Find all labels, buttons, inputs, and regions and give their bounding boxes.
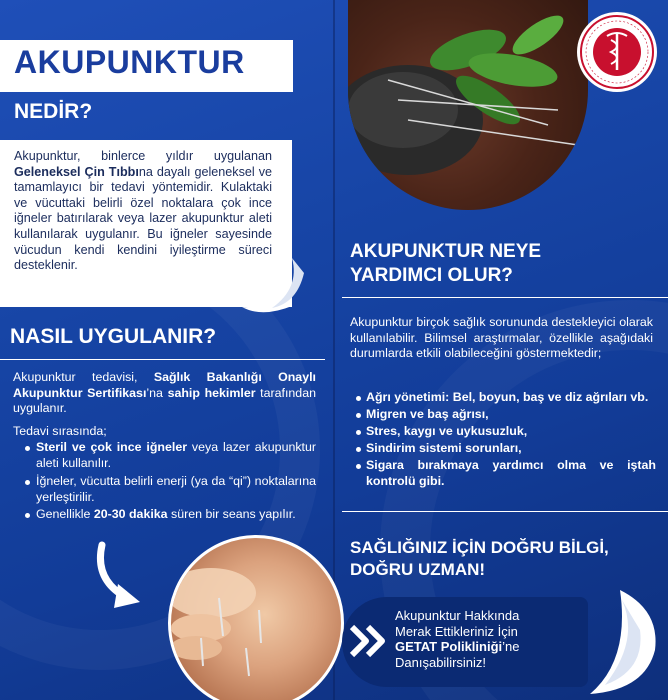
bullet-dot xyxy=(356,464,361,469)
page-curl-decoration xyxy=(560,590,660,695)
how-bullet-2: İğneler, vücutta belirli enerji (ya da “qi”) noktalarına yerleştirilir. xyxy=(36,474,316,504)
bullet-dot xyxy=(356,447,361,452)
help-item-2: Migren ve baş ağrısı, xyxy=(366,407,489,421)
intro-paragraph: Akupunktur, binlerce yıldır uygulanan Geleneksel Çin Tıbbına dayalı geleneksel ve tamamlayıcı bir tedavi yöntemidir. Kulaktaki ve vücuttaki belirli özel noktalara çok ince iğneler batırılarak veya lazer akupunktur aleti kullanılarak uygulanır. Bu iğneler sayesinde vücudun kendi kendini iyileştirme süreci desteklenir. xyxy=(14,149,272,273)
bullet-dot xyxy=(356,413,361,418)
subtitle-nedir: NEDİR? xyxy=(14,100,93,123)
heading-underline xyxy=(342,297,668,298)
bullet-dot xyxy=(25,446,30,451)
bullet-dot xyxy=(25,480,30,485)
how-paragraph: Akupunktur tedavisi, Sağlık Bakanlığı Onaylı Akupunktur Sertifikası’na sahip hekimler tarafından uygulanır. xyxy=(13,370,316,415)
help-item-4: Sindirim sistemi sorunları, xyxy=(366,441,522,455)
how-heading: NASIL UYGULANIR? xyxy=(10,325,217,348)
heading-underline xyxy=(0,359,325,360)
intro-bold-term: Geleneksel Çin Tıbbı xyxy=(14,164,139,179)
hospital-logo xyxy=(577,12,657,92)
cta-bold-term: GETAT Polikliniği xyxy=(395,639,503,654)
how-bullet-1: Steril ve çok ince iğneler veya lazer akupunktur aleti kullanılır. xyxy=(36,440,317,470)
slogan: SAĞLIĞINIZ İÇİN DOĞRU BİLGİ, DOĞRU UZMAN! xyxy=(350,538,609,579)
help-item-5: Sigara bırakmaya yardımcı olma ve iştah kontrolü gibi. xyxy=(366,458,656,488)
help-item-1: Ağrı yönetimi: Bel, boyun, baş ve diz ağrıları vb. xyxy=(366,390,649,404)
help-heading: AKUPUNKTUR NEYE YARDIMCI OLUR? xyxy=(350,241,542,286)
during-label: Tedavi sırasında; xyxy=(13,424,107,438)
section-divider xyxy=(342,511,668,512)
curved-arrow-icon xyxy=(92,540,162,615)
needles-stone-photo xyxy=(348,0,588,210)
page-title: AKUPUNKTUR xyxy=(14,44,245,80)
bullet-dot xyxy=(356,396,361,401)
help-paragraph: Akupunktur birçok sağlık sorununda destekleyici olarak kullanılabilir. Bilimsel araştırmalar, özellikle aşağıdaki durumlarda etkili olabileceğini göstermektedir; xyxy=(350,315,653,360)
bullet-dot xyxy=(25,513,30,518)
bullet-dot xyxy=(356,430,361,435)
help-item-3: Stres, kaygı ve uykusuzluk, xyxy=(366,424,528,438)
cta-text: Akupunktur Hakkında Merak Ettikleriniz İçin GETAT Polikliniği’ne Danışabilirsiniz! xyxy=(395,608,520,670)
double-chevron-icon xyxy=(348,623,388,659)
acupuncture-treatment-photo xyxy=(168,535,344,700)
how-bullet-3: Genellikle 20-30 dakika süren bir seans yapılır. xyxy=(36,507,296,521)
